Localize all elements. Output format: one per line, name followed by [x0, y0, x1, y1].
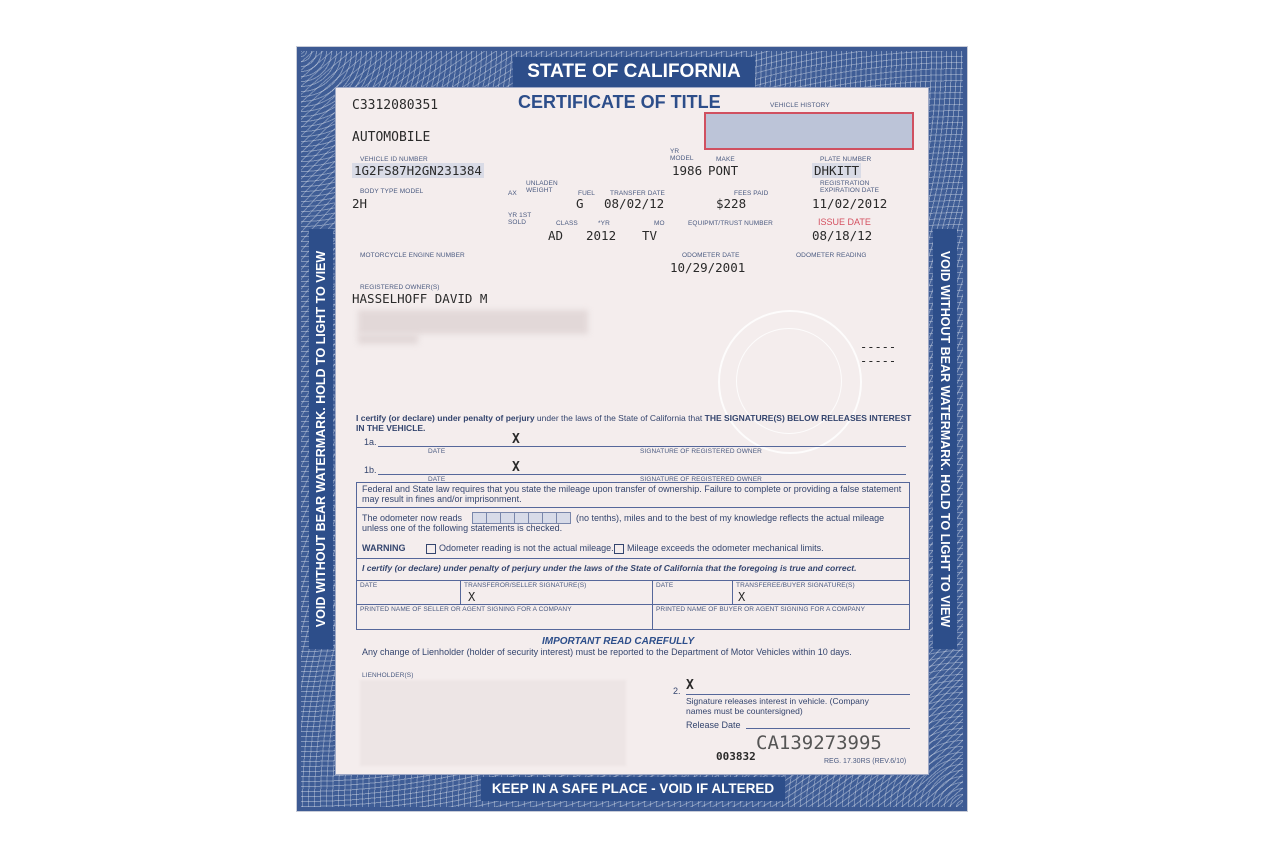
divider [356, 580, 910, 581]
yr-model-label: YR MODEL [670, 148, 694, 162]
void-watermark-right: VOID WITHOUT BEAR WATERMARK. HOLD TO LIGHT TO VIEW [933, 229, 957, 649]
line-2: 2. [673, 686, 681, 696]
class: AD [548, 228, 564, 243]
mo: TV [642, 228, 658, 243]
vehicle-id-label: VEHICLE ID NUMBER [360, 156, 428, 163]
equip-label: EQUIPMT/TRUST NUMBER [688, 220, 773, 227]
date-label-1b: DATE [428, 476, 446, 483]
sig-owner-label-1a: SIGNATURE OF REGISTERED OWNER [640, 448, 762, 455]
class-label: CLASS [556, 220, 578, 227]
reg-exp-date: 11/02/2012 [812, 196, 888, 211]
sig-owner-label-1b: SIGNATURE OF REGISTERED OWNER [640, 476, 762, 483]
reg-form-number: REG. 17.30RS (REV.6/10) [824, 758, 907, 765]
serial-number: CA139273995 [756, 732, 882, 754]
release-date-line[interactable] [746, 728, 910, 729]
dashes-2: ----- [860, 354, 897, 368]
divider [356, 604, 910, 605]
vehicle-history-label: VEHICLE HISTORY [770, 102, 830, 109]
lien-signature-line[interactable] [686, 694, 910, 695]
important-heading: IMPORTANT READ CAREFULLY [542, 636, 695, 647]
odometer-reads-prefix: The odometer now reads [362, 513, 463, 523]
mo-label: MO [654, 220, 665, 227]
body-type-label: BODY TYPE MODEL [360, 188, 424, 195]
seller-x: X [468, 590, 476, 604]
release-certify-text: I certify (or declare) under penalty of perjury under the laws of the State of California that THE SIGNATURE(S) BELOW RELEASES INTEREST IN THE VEHICLE. [356, 413, 912, 433]
line-1b: 1b. [364, 465, 377, 475]
plate-label: PLATE NUMBER [820, 156, 872, 163]
federal-law-text: Federal and State law requires that you state the mileage upon transfer of ownership. Failure to complete or providing a false statement may result in fines and/or imprisonment. [362, 484, 902, 504]
seller-date-label: DATE [360, 582, 378, 589]
make: PONT [708, 163, 739, 178]
divider [460, 580, 461, 604]
owner-name: HASSELHOFF DAVID M [352, 291, 488, 306]
issue-date-label: ISSUE DATE [818, 217, 871, 227]
fees-label: FEES PAID [734, 190, 769, 197]
signature-line-1a[interactable] [378, 446, 906, 447]
odometer-reading-label: ODOMETER READING [796, 252, 867, 259]
yr-sold-label: YR 1ST SOLD [508, 212, 532, 226]
divider [356, 558, 910, 559]
lienholder-change-text: Any change of Lienholder (holder of security interest) must be reported to the Department of Motor Vehicles within 10 days. [362, 647, 852, 657]
issue-date: 08/18/12 [812, 228, 873, 243]
transfer-date: 08/02/12 [604, 196, 665, 211]
control-number: C3312080351 [352, 98, 439, 113]
void-watermark-left: VOID WITHOUT BEAR WATERMARK. HOLD TO LIGHT TO VIEW [309, 229, 333, 649]
document-number: 003832 [716, 750, 756, 763]
odometer-date-label: ODOMETER DATE [682, 252, 740, 259]
owner-label: REGISTERED OWNER(S) [360, 284, 440, 291]
seller-name-label: PRINTED NAME OF SELLER OR AGENT SIGNING FOR A COMPANY [360, 606, 572, 613]
option-not-actual[interactable] [426, 543, 614, 554]
footer-banner: KEEP IN A SAFE PLACE - VOID IF ALTERED [481, 777, 785, 801]
document-body [335, 87, 929, 775]
vehicle-type: AUTOMOBILE [352, 130, 431, 145]
reg-exp-label: REGISTRATION EXPIRATION DATE [820, 180, 880, 194]
signature-line-1b[interactable] [378, 474, 906, 475]
fees-paid: $228 [716, 196, 747, 211]
certificate-of-title [296, 46, 968, 812]
divider [356, 507, 910, 508]
checkbox-not-actual[interactable] [426, 544, 436, 554]
unladen-label: UNLADEN WEIGHT [526, 180, 558, 194]
checkbox-exceeds[interactable] [614, 544, 624, 554]
odometer-reads-suffix: (no tenths), miles and to the best of my knowledge reflects the actual mileage unless one of the following statements is checked. [362, 513, 885, 533]
lienholder-label: LIENHOLDER(S) [362, 672, 414, 679]
body-type: 2H [352, 196, 368, 211]
seller-sig-label: TRANSFEROR/SELLER SIGNATURE(S) [464, 582, 587, 589]
release-date-label: Release Date [686, 720, 741, 730]
buyer-date-label: DATE [656, 582, 674, 589]
x-mark-1a: X [512, 432, 520, 447]
redacted-address-2 [358, 334, 418, 344]
fuel: G [576, 196, 584, 211]
option-not-actual-label: Odometer reading is not the actual mileage. [439, 543, 614, 553]
warning-label: WARNING [362, 543, 406, 553]
page-title: CERTIFICATE OF TITLE [518, 92, 721, 112]
lienholder-area [360, 680, 626, 766]
yr-model: 1986 [672, 163, 703, 178]
fuel-label: FUEL [578, 190, 596, 197]
make-label: MAKE [716, 156, 735, 163]
lien-x: X [686, 678, 694, 693]
buyer-x: X [738, 590, 746, 604]
buyer-sig-label: TRANSFEREE/BUYER SIGNATURE(S) [736, 582, 855, 589]
buyer-name-label: PRINTED NAME OF BUYER OR AGENT SIGNING FOR A COMPANY [656, 606, 866, 613]
plate-number: DHKITT [814, 163, 860, 178]
moto-engine-label: MOTORCYCLE ENGINE NUMBER [360, 252, 465, 259]
yr-label: *YR [598, 220, 610, 227]
vehicle-id: 1G2FS87H2GN231384 [354, 163, 482, 178]
vehicle-history-box [704, 112, 914, 150]
option-exceeds[interactable] [614, 543, 824, 554]
dashes-1: ----- [860, 340, 897, 354]
state-banner: STATE OF CALIFORNIA [513, 57, 755, 87]
release-interest-text: Signature releases interest in vehicle. (Company names must be countersigned) [686, 696, 869, 716]
certify-italic-text: I certify (or declare) under penalty of perjury under the laws of the State of California that the foregoing is true and correct. [362, 563, 857, 573]
transfer-date-label: TRANSFER DATE [610, 190, 665, 197]
ax-label: AX [508, 190, 517, 197]
redacted-address [358, 310, 588, 334]
divider [732, 580, 733, 604]
divider [652, 580, 653, 630]
odometer-date: 10/29/2001 [670, 260, 746, 275]
x-mark-1b: X [512, 460, 520, 475]
date-label-1a: DATE [428, 448, 446, 455]
yr: 2012 [586, 228, 617, 243]
option-exceeds-label: Mileage exceeds the odometer mechanical limits. [627, 543, 824, 553]
line-1a: 1a. [364, 437, 377, 447]
